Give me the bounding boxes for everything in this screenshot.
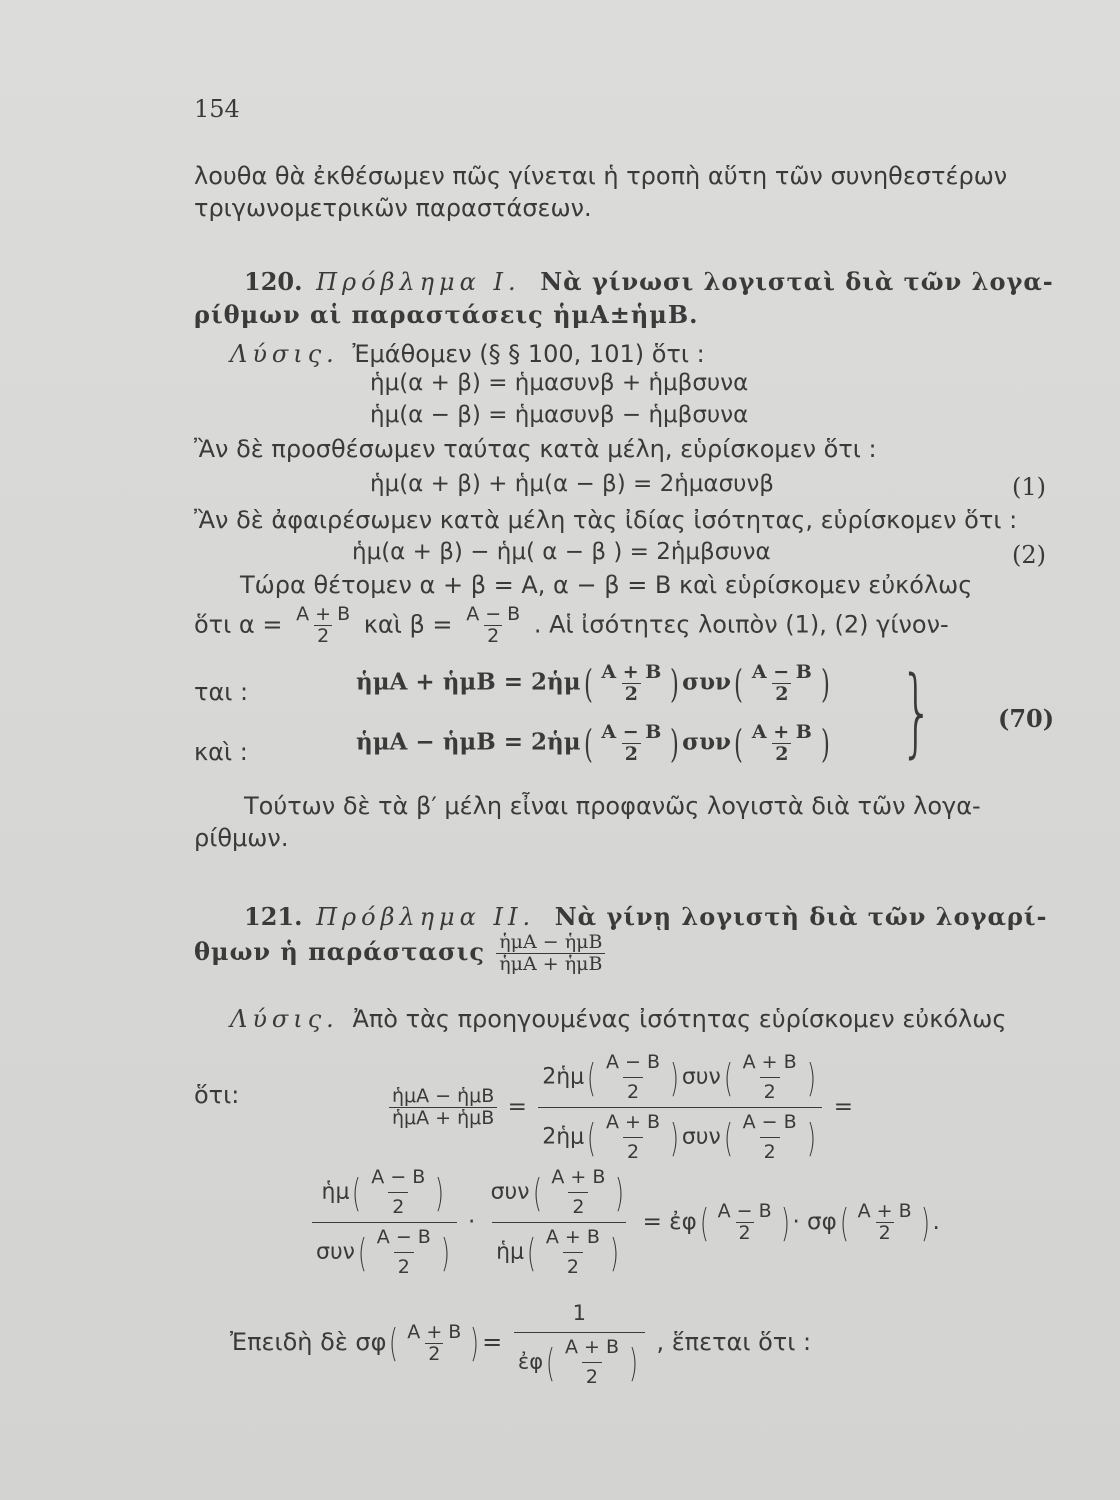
add-text: Ἂν δὲ προσθέσωμεν ταύτας κατὰ μέλη, εὑρίσκομεν ὅτι :	[194, 435, 877, 463]
numerator	[318, 1167, 452, 1222]
formula-70-line-2	[356, 722, 833, 765]
beta-eq: καὶ β =	[363, 610, 453, 639]
close-paren: )	[670, 661, 680, 706]
equation-2: ἡμ(α + β) − ἡμ( α − β ) = 2ἡμβσυνα	[352, 539, 771, 565]
numerator: Α − Β	[717, 1200, 772, 1222]
open-paren: (	[733, 661, 743, 706]
problem-120-heading	[244, 267, 1054, 297]
half-diff-fraction	[598, 722, 664, 765]
inner-fraction	[715, 1201, 775, 1244]
numerator: Α + Β	[407, 1320, 462, 1343]
solution-label: Λύσις.	[230, 1005, 339, 1033]
open-paren: (	[352, 1170, 362, 1215]
alpha-beta-line	[194, 604, 949, 647]
cos-over-sin-fraction	[487, 1167, 632, 1278]
epeidi-after: , ἕπεται ὅτι :	[656, 1328, 812, 1356]
formula-70-line-1	[356, 662, 833, 705]
ratio-fraction	[389, 1086, 497, 1129]
cos-label: συν	[681, 1064, 721, 1090]
formula-lhs: ἡμΑ − ἡμΒ = 2ἡμ	[356, 728, 581, 756]
denominator	[514, 1332, 645, 1388]
numerator: Α − Β	[601, 721, 662, 743]
open-paren: (	[587, 1115, 597, 1160]
intro-line-1: λουθα θὰ ἐκθέσωμεν πῶς γίνεται ἡ τροπὴ αὕτη τῶν συνηθεστέρων	[194, 162, 1008, 190]
denominator: 2	[394, 1252, 414, 1278]
numerator: Α − Β	[376, 1226, 431, 1248]
numerator: Α + Β	[742, 1051, 797, 1073]
subtract-text: Ἂν δὲ ἀφαιρέσωμεν κατὰ μέλη τὰς ἰδίας ἰσότητας, εὑρίσκομεν ὅτι :	[194, 506, 1018, 534]
problem-statement: Νὰ γίνῃ λογιστὴ διὰ τῶν λογαρί-	[554, 902, 1048, 931]
problem-statement: Νὰ γίνωσι λογισταὶ διὰ τῶν λογα-	[540, 267, 1054, 296]
tan-label: = ἐφ	[642, 1209, 697, 1235]
page-number: 154	[194, 95, 240, 123]
denominator	[492, 1222, 626, 1278]
solution-120-intro	[230, 339, 705, 369]
denominator: 2	[622, 743, 641, 765]
denominator: ἡμΑ + ἡμΒ	[389, 1107, 497, 1129]
open-paren: (	[532, 1170, 542, 1215]
beta-fraction	[463, 604, 523, 647]
numerator: Α + Β	[296, 603, 351, 625]
denominator: 2	[876, 1222, 894, 1244]
problem-label: Πρόβλημα Ι.	[316, 268, 521, 296]
denominator: 2	[425, 1343, 443, 1365]
sin-label: 2ἡμ	[542, 1064, 585, 1090]
problem-number: 120.	[244, 267, 303, 296]
numerator: Α − Β	[605, 1051, 660, 1073]
inner-fraction	[542, 1227, 604, 1278]
close-paren: )	[670, 721, 680, 766]
close-paren: )	[806, 1055, 816, 1100]
tai-label: ται :	[194, 678, 249, 706]
denominator: 2	[623, 1137, 643, 1163]
formula-lhs: ἡμΑ + ἡμΒ = 2ἡμ	[356, 668, 581, 696]
numerator: Α + Β	[601, 661, 662, 683]
numerator: Α + Β	[564, 1336, 619, 1358]
after-fraction-text: . Αἱ ἰσότητες λοιπὸν (1), (2) γίνον-	[533, 610, 949, 639]
sin-over-cos-fraction	[312, 1167, 457, 1278]
numerator: Α + Β	[857, 1200, 912, 1222]
denominator: 2	[568, 1192, 588, 1218]
inner-fraction	[547, 1167, 609, 1218]
numerator: ἡμΑ − ἡμΒ	[499, 931, 603, 953]
denominator: 2	[760, 1077, 780, 1103]
close-paren: )	[806, 1115, 816, 1160]
half-sum-fraction	[598, 662, 664, 705]
close-paren: )	[435, 1170, 445, 1215]
open-paren: (	[839, 1200, 849, 1245]
numerator	[538, 1052, 822, 1107]
numerator: Α − Β	[466, 603, 521, 625]
dot-sign: ·	[467, 1209, 476, 1235]
numerator: ἡμΑ − ἡμΒ	[392, 1085, 495, 1107]
conclusion-line-2: ρίθμων.	[194, 824, 289, 852]
formula-70-tag: (70)	[998, 704, 1055, 733]
close-paren: )	[669, 1055, 679, 1100]
solution-label: Λύσις.	[230, 340, 339, 368]
epeidi-text: Ἐπειδὴ δὲ σφ	[230, 1328, 387, 1356]
equation-2-tag: (2)	[1012, 541, 1046, 569]
alpha-fraction	[293, 604, 353, 647]
tan-label: ἐφ	[517, 1349, 544, 1374]
open-paren: (	[733, 721, 743, 766]
epeidi-line	[230, 1298, 811, 1388]
denominator: 2	[623, 1077, 643, 1103]
close-paren: )	[820, 721, 830, 766]
denominator: ἡμΑ + ἡμΒ	[496, 953, 605, 975]
cos-label: συν	[682, 668, 732, 696]
open-paren: (	[357, 1230, 367, 1275]
numerator: 1	[572, 1301, 587, 1325]
close-paren: )	[820, 661, 830, 706]
close-paren: )	[920, 1200, 930, 1245]
set-text: Τώρα θέτομεν α + β = Α, α − β = Β καὶ εὑρίσκομεν εὐκόλως	[240, 571, 973, 599]
half-sum-fraction	[749, 722, 815, 765]
inner-fraction	[602, 1052, 664, 1103]
equation-diff-angle: ἡμ(α − β) = ἡμασυνβ − ἡμβσυνα	[370, 402, 749, 428]
inner-fraction	[561, 1337, 623, 1388]
open-paren: (	[389, 1321, 399, 1365]
open-paren: (	[546, 1340, 555, 1385]
denominator	[538, 1107, 822, 1163]
open-paren: (	[527, 1230, 536, 1275]
kai-label: καὶ :	[194, 738, 248, 766]
big-fraction	[538, 1052, 822, 1163]
close-paren: )	[470, 1321, 480, 1365]
open-paren: (	[583, 721, 593, 766]
open-paren: (	[723, 1115, 733, 1160]
close-paren: )	[669, 1115, 679, 1160]
half-diff-fraction	[749, 662, 815, 705]
close-paren: )	[615, 1170, 625, 1215]
denominator: 2	[760, 1137, 780, 1163]
ratio-derivation	[386, 1052, 853, 1163]
cos-label: συν	[682, 728, 732, 756]
period: .	[932, 1209, 940, 1235]
sin-label: ἡμ	[496, 1239, 525, 1265]
denominator: 2	[314, 625, 332, 647]
inner-fraction	[367, 1167, 429, 1218]
equation-1: ἡμ(α + β) + ἡμ(α − β) = 2ἡμασυνβ	[370, 471, 774, 497]
problem-label: Πρόβλημα ΙΙ.	[316, 903, 536, 931]
inner-fraction	[373, 1227, 435, 1278]
reciprocal-fraction	[514, 1298, 645, 1388]
numerator: Α + Β	[605, 1111, 660, 1133]
open-paren: (	[699, 1200, 709, 1245]
numerator	[487, 1167, 632, 1222]
denominator: 2	[582, 1362, 602, 1388]
denominator: 2	[484, 625, 502, 647]
close-paren: )	[628, 1340, 638, 1385]
denominator: 2	[772, 683, 791, 705]
cos-label: συν	[490, 1179, 530, 1205]
numerator: Α − Β	[751, 661, 812, 683]
denominator	[312, 1222, 457, 1278]
close-paren: )	[780, 1200, 790, 1245]
alpha-eq: ὅτι α =	[194, 610, 283, 639]
sin-label: 2ἡμ	[542, 1124, 585, 1150]
close-paren: )	[609, 1230, 619, 1275]
numerator: Α + Β	[545, 1226, 600, 1248]
cot-label: · σφ	[792, 1209, 837, 1235]
denominator: 2	[736, 1222, 754, 1244]
denominator: 2	[563, 1252, 583, 1278]
statement-text: θμων ἡ παράστασις	[194, 937, 485, 966]
numerator: Α − Β	[371, 1166, 426, 1188]
cos-label: συν	[681, 1124, 721, 1150]
numerator: Α − Β	[742, 1111, 797, 1133]
solution-121-intro	[230, 1004, 1006, 1034]
oti-label: ὅτι:	[194, 1081, 240, 1109]
equals-sign: =	[833, 1094, 854, 1120]
close-paren: )	[440, 1230, 450, 1275]
ratio-fraction	[496, 932, 605, 975]
inner-fraction	[602, 1112, 664, 1163]
problem-121-heading	[244, 902, 1047, 932]
equation-1-tag: (1)	[1012, 473, 1046, 501]
inner-fraction	[739, 1052, 801, 1103]
equals-sign: =	[482, 1328, 503, 1356]
denominator: 2	[622, 683, 641, 705]
solution-intro-text: Ἐμάθομεν (§ § 100, 101) ὅτι :	[352, 340, 705, 368]
inner-fraction	[739, 1112, 801, 1163]
numerator: Α + Β	[751, 721, 812, 743]
numerator: Α + Β	[551, 1166, 606, 1188]
solution-intro-text: Ἀπὸ τὰς προηγουμένας ἰσότητας εὑρίσκομεν εὐκόλως	[352, 1005, 1007, 1033]
sin-label: ἡμ	[321, 1179, 350, 1205]
right-brace: }	[900, 656, 934, 768]
inner-fraction	[404, 1322, 464, 1365]
problem-120-statement-2: ρίθμων αἱ παραστάσεις ἡμΑ±ἡμΒ.	[194, 300, 699, 329]
open-paren: (	[723, 1055, 733, 1100]
inner-fraction	[855, 1201, 915, 1244]
open-paren: (	[583, 661, 593, 706]
equals-sign: =	[507, 1094, 527, 1120]
intro-line-2: τριγωνομετρικῶν παραστάσεων.	[194, 194, 592, 222]
denominator: 2	[388, 1192, 408, 1218]
problem-number: 121.	[244, 902, 303, 931]
product-derivation	[308, 1167, 940, 1278]
cos-label: συν	[316, 1239, 355, 1265]
open-paren: (	[587, 1055, 597, 1100]
problem-121-statement-2	[194, 932, 608, 975]
equation-sum-angle: ἡμ(α + β) = ἡμασυνβ + ἡμβσυνα	[370, 370, 749, 396]
denominator: 2	[772, 743, 791, 765]
conclusion-line-1: Τούτων δὲ τὰ β′ μέλη εἶναι προφανῶς λογιστὰ διὰ τῶν λογα-	[244, 792, 981, 820]
